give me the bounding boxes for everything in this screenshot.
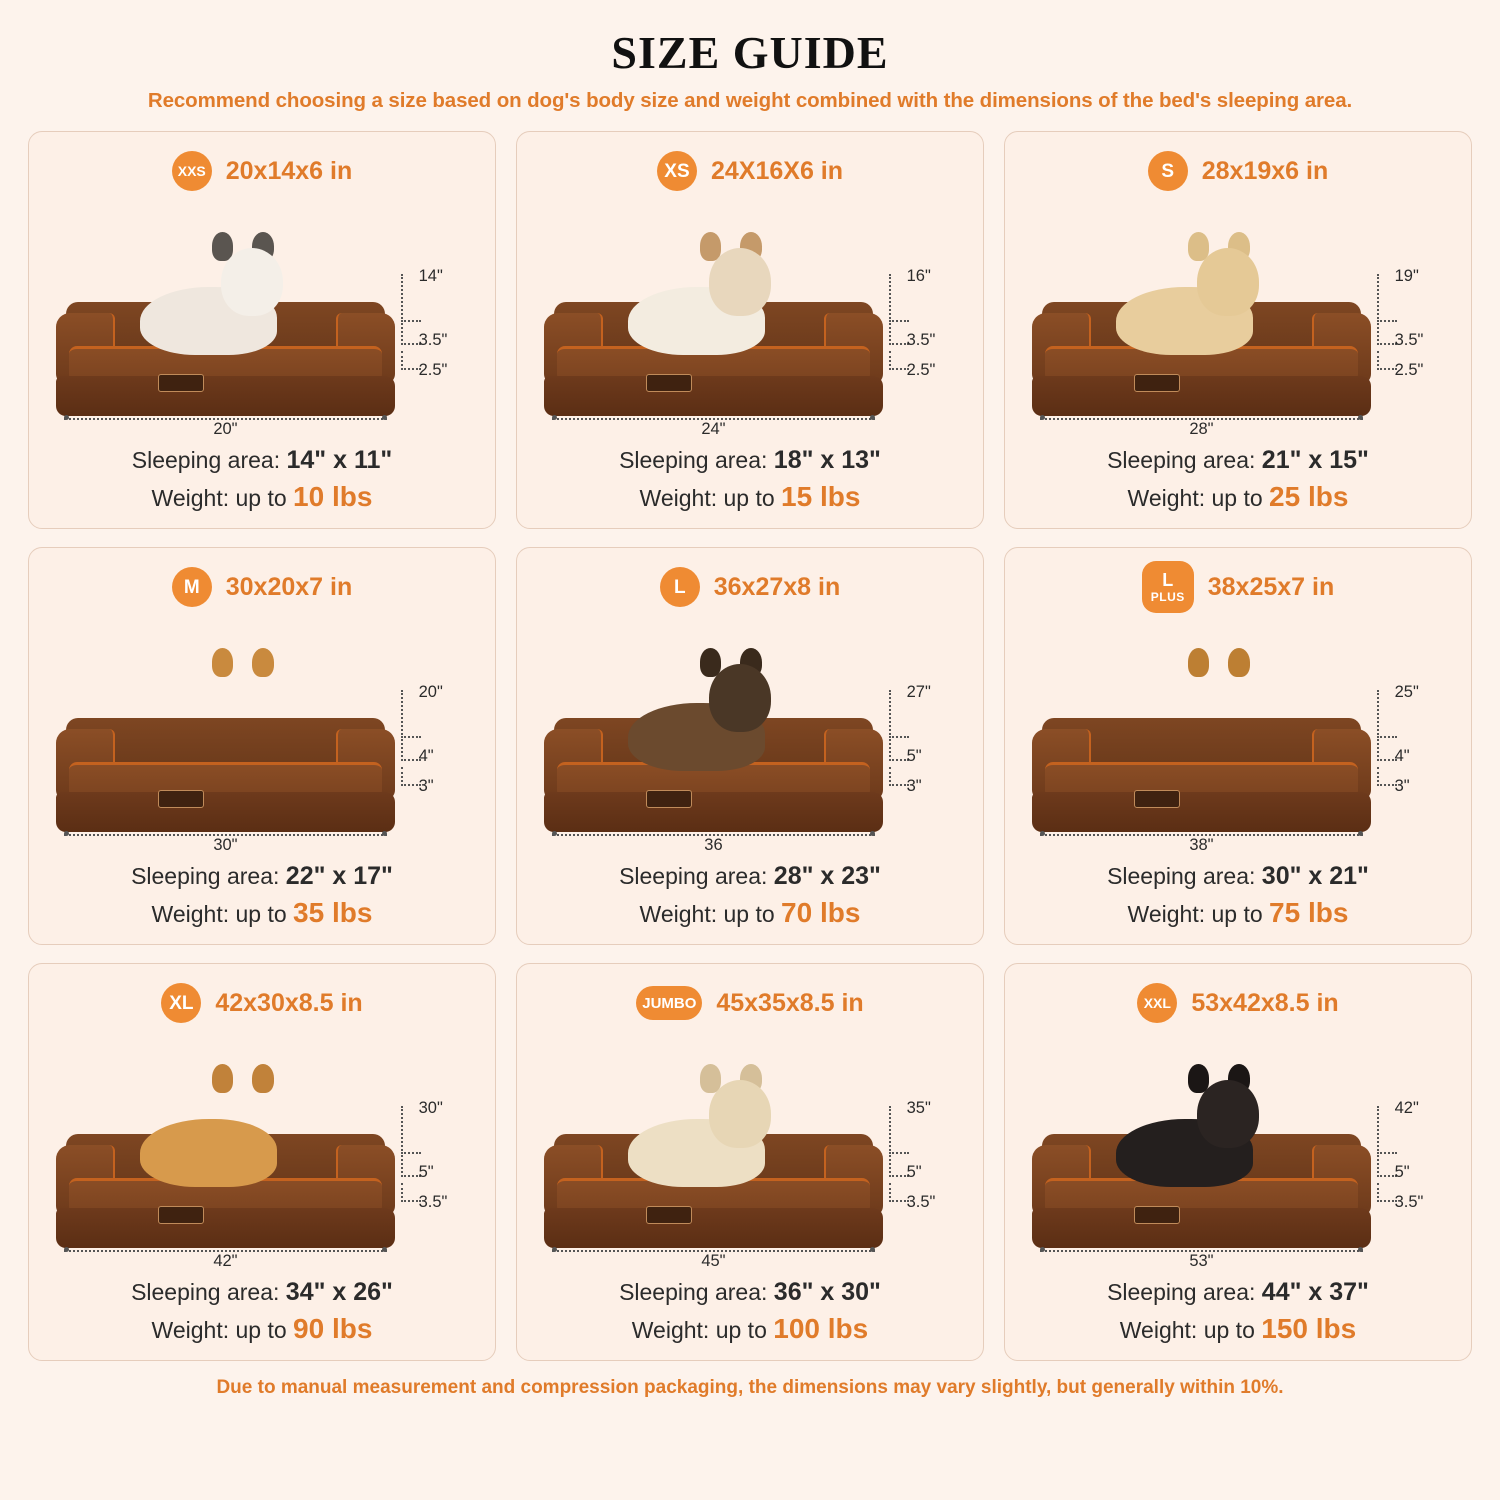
- size-card-footer: [47, 444, 477, 516]
- height-top-value: 42": [1394, 1098, 1419, 1117]
- size-card-header: [535, 146, 965, 196]
- dog-illustration-border-collie: [618, 661, 774, 771]
- height-mid-value: 4": [1394, 747, 1410, 766]
- bed-illustration: [535, 1030, 965, 1274]
- size-card: [516, 131, 984, 529]
- sleeping-area-value: 28" x 23": [773, 862, 881, 891]
- sleeping-area-line: [535, 1276, 965, 1310]
- dog-head: [709, 1080, 772, 1148]
- weight-line: [1023, 1310, 1453, 1348]
- height-bottom-value: 3": [1394, 776, 1410, 795]
- bed-base: [544, 1208, 884, 1248]
- width-dimension: [1040, 416, 1363, 438]
- bed-illustration: [47, 1030, 477, 1274]
- footnote: Due to manual measurement and compression packaging, the dimensions may vary slightly, but generally within 10%.: [216, 1377, 1284, 1398]
- weight-line: [535, 478, 965, 516]
- height-top-value: 16": [906, 266, 931, 285]
- size-badge: [1142, 561, 1194, 613]
- brand-tag: [646, 374, 692, 391]
- weight-label: Weight: up to: [639, 901, 775, 928]
- height-dimensions: [400, 1094, 473, 1221]
- sleeping-area-label: Sleeping area:: [131, 863, 280, 890]
- sleeping-area-line: [47, 444, 477, 478]
- weight-value: 15 lbs: [781, 481, 861, 513]
- height-dimensions: [888, 262, 961, 389]
- dog-bed-graphic: [544, 629, 884, 833]
- size-badge-label: L: [673, 576, 686, 598]
- width-value: 53": [1189, 1252, 1214, 1271]
- brand-tag: [1134, 790, 1180, 807]
- dog-head: [1197, 1080, 1260, 1148]
- width-value: 30": [213, 836, 238, 855]
- size-badge-label: XS: [664, 160, 690, 182]
- size-dimensions: 20x14x6 in: [225, 156, 353, 185]
- size-card-footer: [535, 444, 965, 516]
- width-dimension: [1040, 832, 1363, 854]
- dog-illustration-golden-retriever: [130, 1077, 286, 1187]
- bed-base: [56, 1208, 396, 1248]
- size-badge-label: XL: [169, 992, 194, 1014]
- weight-line: [47, 478, 477, 516]
- width-value: 20": [213, 420, 238, 439]
- size-dimensions: 36x27x8 in: [713, 572, 841, 601]
- size-dimensions: 28x19x6 in: [1201, 156, 1329, 185]
- dog-bed-graphic: [56, 213, 396, 417]
- size-dimensions: 42x30x8.5 in: [215, 988, 363, 1017]
- size-dimensions: 38x25x7 in: [1207, 572, 1335, 601]
- width-value: 36: [704, 836, 723, 855]
- sleeping-area-line: [47, 860, 477, 894]
- weight-line: [535, 1310, 965, 1348]
- sleeping-area-value: 18" x 13": [773, 446, 881, 475]
- size-card: [516, 547, 984, 945]
- sleeping-area-value: 22" x 17": [285, 862, 393, 891]
- sleeping-area-label: Sleeping area:: [619, 447, 768, 474]
- size-badge: [172, 567, 212, 607]
- bed-base: [544, 792, 884, 832]
- bed-illustration: [1023, 1030, 1453, 1274]
- size-card-header: [1023, 562, 1453, 612]
- weight-label: Weight: up to: [151, 485, 287, 512]
- weight-label: Weight: up to: [631, 1317, 767, 1344]
- sleeping-area-value: 14" x 11": [286, 446, 393, 475]
- dog-illustration-rottweiler: [1106, 1077, 1262, 1187]
- size-badge-label: L: [1162, 570, 1174, 590]
- size-badge: [636, 986, 702, 1020]
- size-card-header: [535, 978, 965, 1028]
- page-subtitle: Recommend choosing a size based on dog's body size and weight combined with the dimensions of the bed's sleeping area.: [147, 89, 1353, 112]
- bed-base: [1032, 376, 1372, 416]
- height-bottom-value: 3.5": [906, 1192, 936, 1211]
- height-mid-value: 5": [906, 747, 922, 766]
- width-dimension: [552, 832, 875, 854]
- dog-bed-graphic: [544, 1045, 884, 1249]
- height-dimensions: [1376, 262, 1449, 389]
- sleeping-area-line: [535, 444, 965, 478]
- height-dimensions: [888, 678, 961, 805]
- weight-value: 150 lbs: [1261, 1313, 1357, 1345]
- weight-line: [1023, 478, 1453, 516]
- dog-illustration-shiba-inu: [1106, 661, 1262, 771]
- height-bottom-value: 2.5": [1394, 360, 1424, 379]
- width-dimension: [64, 416, 387, 438]
- bed-illustration: [47, 198, 477, 442]
- height-mid-value: 5": [1394, 1163, 1410, 1182]
- width-value: 42": [213, 1252, 238, 1271]
- height-top-value: 19": [1394, 266, 1419, 285]
- size-badge: [172, 151, 212, 191]
- height-mid-value: 3.5": [906, 331, 936, 350]
- dog-head: [709, 664, 772, 732]
- width-dimension: [1040, 1248, 1363, 1270]
- size-badge-label: XXL: [1143, 995, 1171, 1011]
- dog-head: [709, 248, 772, 316]
- sleeping-area-value: 36" x 30": [773, 1278, 881, 1307]
- weight-line: [535, 894, 965, 932]
- size-badge-label: JUMBO: [642, 994, 697, 1012]
- dog-head: [221, 248, 284, 316]
- sleeping-area-label: Sleeping area:: [131, 1279, 280, 1306]
- height-bottom-value: 3": [418, 776, 434, 795]
- dog-illustration-corgi: [130, 661, 286, 771]
- weight-value: 35 lbs: [293, 897, 373, 929]
- size-badge: [1148, 151, 1188, 191]
- height-top-value: 27": [906, 682, 931, 701]
- dog-illustration-shih-tzu: [618, 245, 774, 355]
- bed-illustration: [535, 198, 965, 442]
- size-card: [28, 547, 496, 945]
- bed-illustration: [535, 614, 965, 858]
- size-card-footer: [47, 1276, 477, 1348]
- sleeping-area-label: Sleeping area:: [619, 863, 768, 890]
- height-mid-value: 5": [418, 1163, 434, 1182]
- width-dimension: [64, 1248, 387, 1270]
- height-top-value: 20": [418, 682, 443, 701]
- bed-base: [56, 792, 396, 832]
- size-card: [1004, 547, 1472, 945]
- size-dimensions: 45x35x8.5 in: [716, 988, 864, 1017]
- size-badge-label: S: [1161, 160, 1175, 182]
- dog-bed-graphic: [56, 629, 396, 833]
- sleeping-area-label: Sleeping area:: [1107, 447, 1256, 474]
- size-card-header: [1023, 978, 1453, 1028]
- height-dimensions: [400, 262, 473, 389]
- size-card-header: [1023, 146, 1453, 196]
- size-badge-label: M: [183, 576, 200, 598]
- width-dimension: [64, 832, 387, 854]
- weight-value: 25 lbs: [1269, 481, 1349, 513]
- dog-illustration-cat-white-gray: [130, 245, 286, 355]
- weight-label: Weight: up to: [151, 1317, 287, 1344]
- sleeping-area-label: Sleeping area:: [131, 447, 281, 474]
- brand-tag: [158, 790, 204, 807]
- sleeping-area-line: [535, 860, 965, 894]
- width-value: 28": [1189, 420, 1214, 439]
- size-card: [1004, 963, 1472, 1361]
- size-card-header: [535, 562, 965, 612]
- weight-line: [47, 1310, 477, 1348]
- width-value: 38": [1189, 836, 1214, 855]
- height-dimensions: [400, 678, 473, 805]
- sleeping-area-value: 21" x 15": [1261, 446, 1369, 475]
- weight-line: [1023, 894, 1453, 932]
- size-card: [28, 963, 496, 1361]
- sleeping-area-value: 34" x 26": [285, 1278, 393, 1307]
- bed-base: [544, 376, 884, 416]
- size-card-footer: [535, 860, 965, 932]
- height-mid-value: 3.5": [1394, 331, 1424, 350]
- weight-label: Weight: up to: [151, 901, 287, 928]
- weight-label: Weight: up to: [1119, 1317, 1255, 1344]
- sleeping-area-line: [1023, 1276, 1453, 1310]
- dog-head: [221, 664, 284, 732]
- sleeping-area-value: 44" x 37": [1261, 1278, 1369, 1307]
- sleeping-area-line: [1023, 444, 1453, 478]
- brand-tag: [158, 1206, 204, 1223]
- weight-value: 100 lbs: [773, 1313, 869, 1345]
- weight-label: Weight: up to: [1127, 901, 1263, 928]
- brand-tag: [1134, 1206, 1180, 1223]
- height-top-value: 35": [906, 1098, 931, 1117]
- height-top-value: 30": [418, 1098, 443, 1117]
- height-bottom-value: 3.5": [418, 1192, 448, 1211]
- weight-value: 90 lbs: [293, 1313, 373, 1345]
- bed-base: [56, 376, 396, 416]
- height-dimensions: [1376, 1094, 1449, 1221]
- width-dimension: [552, 1248, 875, 1270]
- size-dimensions: 30x20x7 in: [225, 572, 353, 601]
- height-bottom-value: 3.5": [1394, 1192, 1424, 1211]
- size-badge: [161, 983, 201, 1023]
- weight-value: 70 lbs: [781, 897, 861, 929]
- sleeping-area-value: 30" x 21": [1261, 862, 1369, 891]
- bed-base: [1032, 792, 1372, 832]
- bed-base: [1032, 1208, 1372, 1248]
- size-card-footer: [1023, 1276, 1453, 1348]
- size-badge-sublabel: PLUS: [1150, 590, 1185, 604]
- sleeping-area-label: Sleeping area:: [1107, 1279, 1256, 1306]
- height-mid-value: 5": [906, 1163, 922, 1182]
- brand-tag: [158, 374, 204, 391]
- weight-line: [47, 894, 477, 932]
- sleeping-area-line: [1023, 860, 1453, 894]
- brand-tag: [646, 1206, 692, 1223]
- weight-value: 75 lbs: [1269, 897, 1349, 929]
- width-value: 24": [701, 420, 726, 439]
- bed-illustration: [1023, 198, 1453, 442]
- height-top-value: 14": [418, 266, 443, 285]
- weight-value: 10 lbs: [293, 481, 373, 513]
- dog-bed-graphic: [544, 213, 884, 417]
- height-bottom-value: 2.5": [906, 360, 936, 379]
- width-dimension: [552, 416, 875, 438]
- size-card-footer: [535, 1276, 965, 1348]
- size-dimensions: 24X16X6 in: [710, 156, 844, 185]
- size-card-header: [47, 562, 477, 612]
- page-title: SIZE GUIDE: [611, 27, 889, 78]
- sleeping-area-line: [47, 1276, 477, 1310]
- size-dimensions: 53x42x8.5 in: [1191, 988, 1339, 1017]
- height-bottom-value: 2.5": [418, 360, 448, 379]
- dog-head: [1197, 664, 1260, 732]
- size-card: [1004, 131, 1472, 529]
- height-mid-value: 4": [418, 747, 434, 766]
- dog-illustration-french-bulldog: [1106, 245, 1262, 355]
- weight-label: Weight: up to: [639, 485, 775, 512]
- width-value: 45": [701, 1252, 726, 1271]
- dog-illustration-labrador: [618, 1077, 774, 1187]
- dog-bed-graphic: [1032, 213, 1372, 417]
- size-card-header: [47, 978, 477, 1028]
- size-card-grid: [28, 131, 1472, 1361]
- bed-illustration: [47, 614, 477, 858]
- height-dimensions: [1376, 678, 1449, 805]
- size-badge: [660, 567, 700, 607]
- size-card-footer: [47, 860, 477, 932]
- dog-head: [1197, 248, 1260, 316]
- size-card: [516, 963, 984, 1361]
- size-card-header: [47, 146, 477, 196]
- size-card-footer: [1023, 860, 1453, 932]
- sleeping-area-label: Sleeping area:: [1107, 863, 1256, 890]
- size-badge-label: XXS: [177, 163, 206, 179]
- height-mid-value: 3.5": [418, 331, 448, 350]
- dog-head: [221, 1080, 284, 1148]
- size-card-footer: [1023, 444, 1453, 516]
- bed-illustration: [1023, 614, 1453, 858]
- sleeping-area-label: Sleeping area:: [619, 1279, 768, 1306]
- height-top-value: 25": [1394, 682, 1419, 701]
- weight-label: Weight: up to: [1127, 485, 1263, 512]
- height-bottom-value: 3": [906, 776, 922, 795]
- brand-tag: [1134, 374, 1180, 391]
- dog-bed-graphic: [1032, 629, 1372, 833]
- brand-tag: [646, 790, 692, 807]
- size-badge: [657, 151, 697, 191]
- dog-bed-graphic: [56, 1045, 396, 1249]
- size-card: [28, 131, 496, 529]
- size-badge: [1137, 983, 1177, 1023]
- dog-bed-graphic: [1032, 1045, 1372, 1249]
- height-dimensions: [888, 1094, 961, 1221]
